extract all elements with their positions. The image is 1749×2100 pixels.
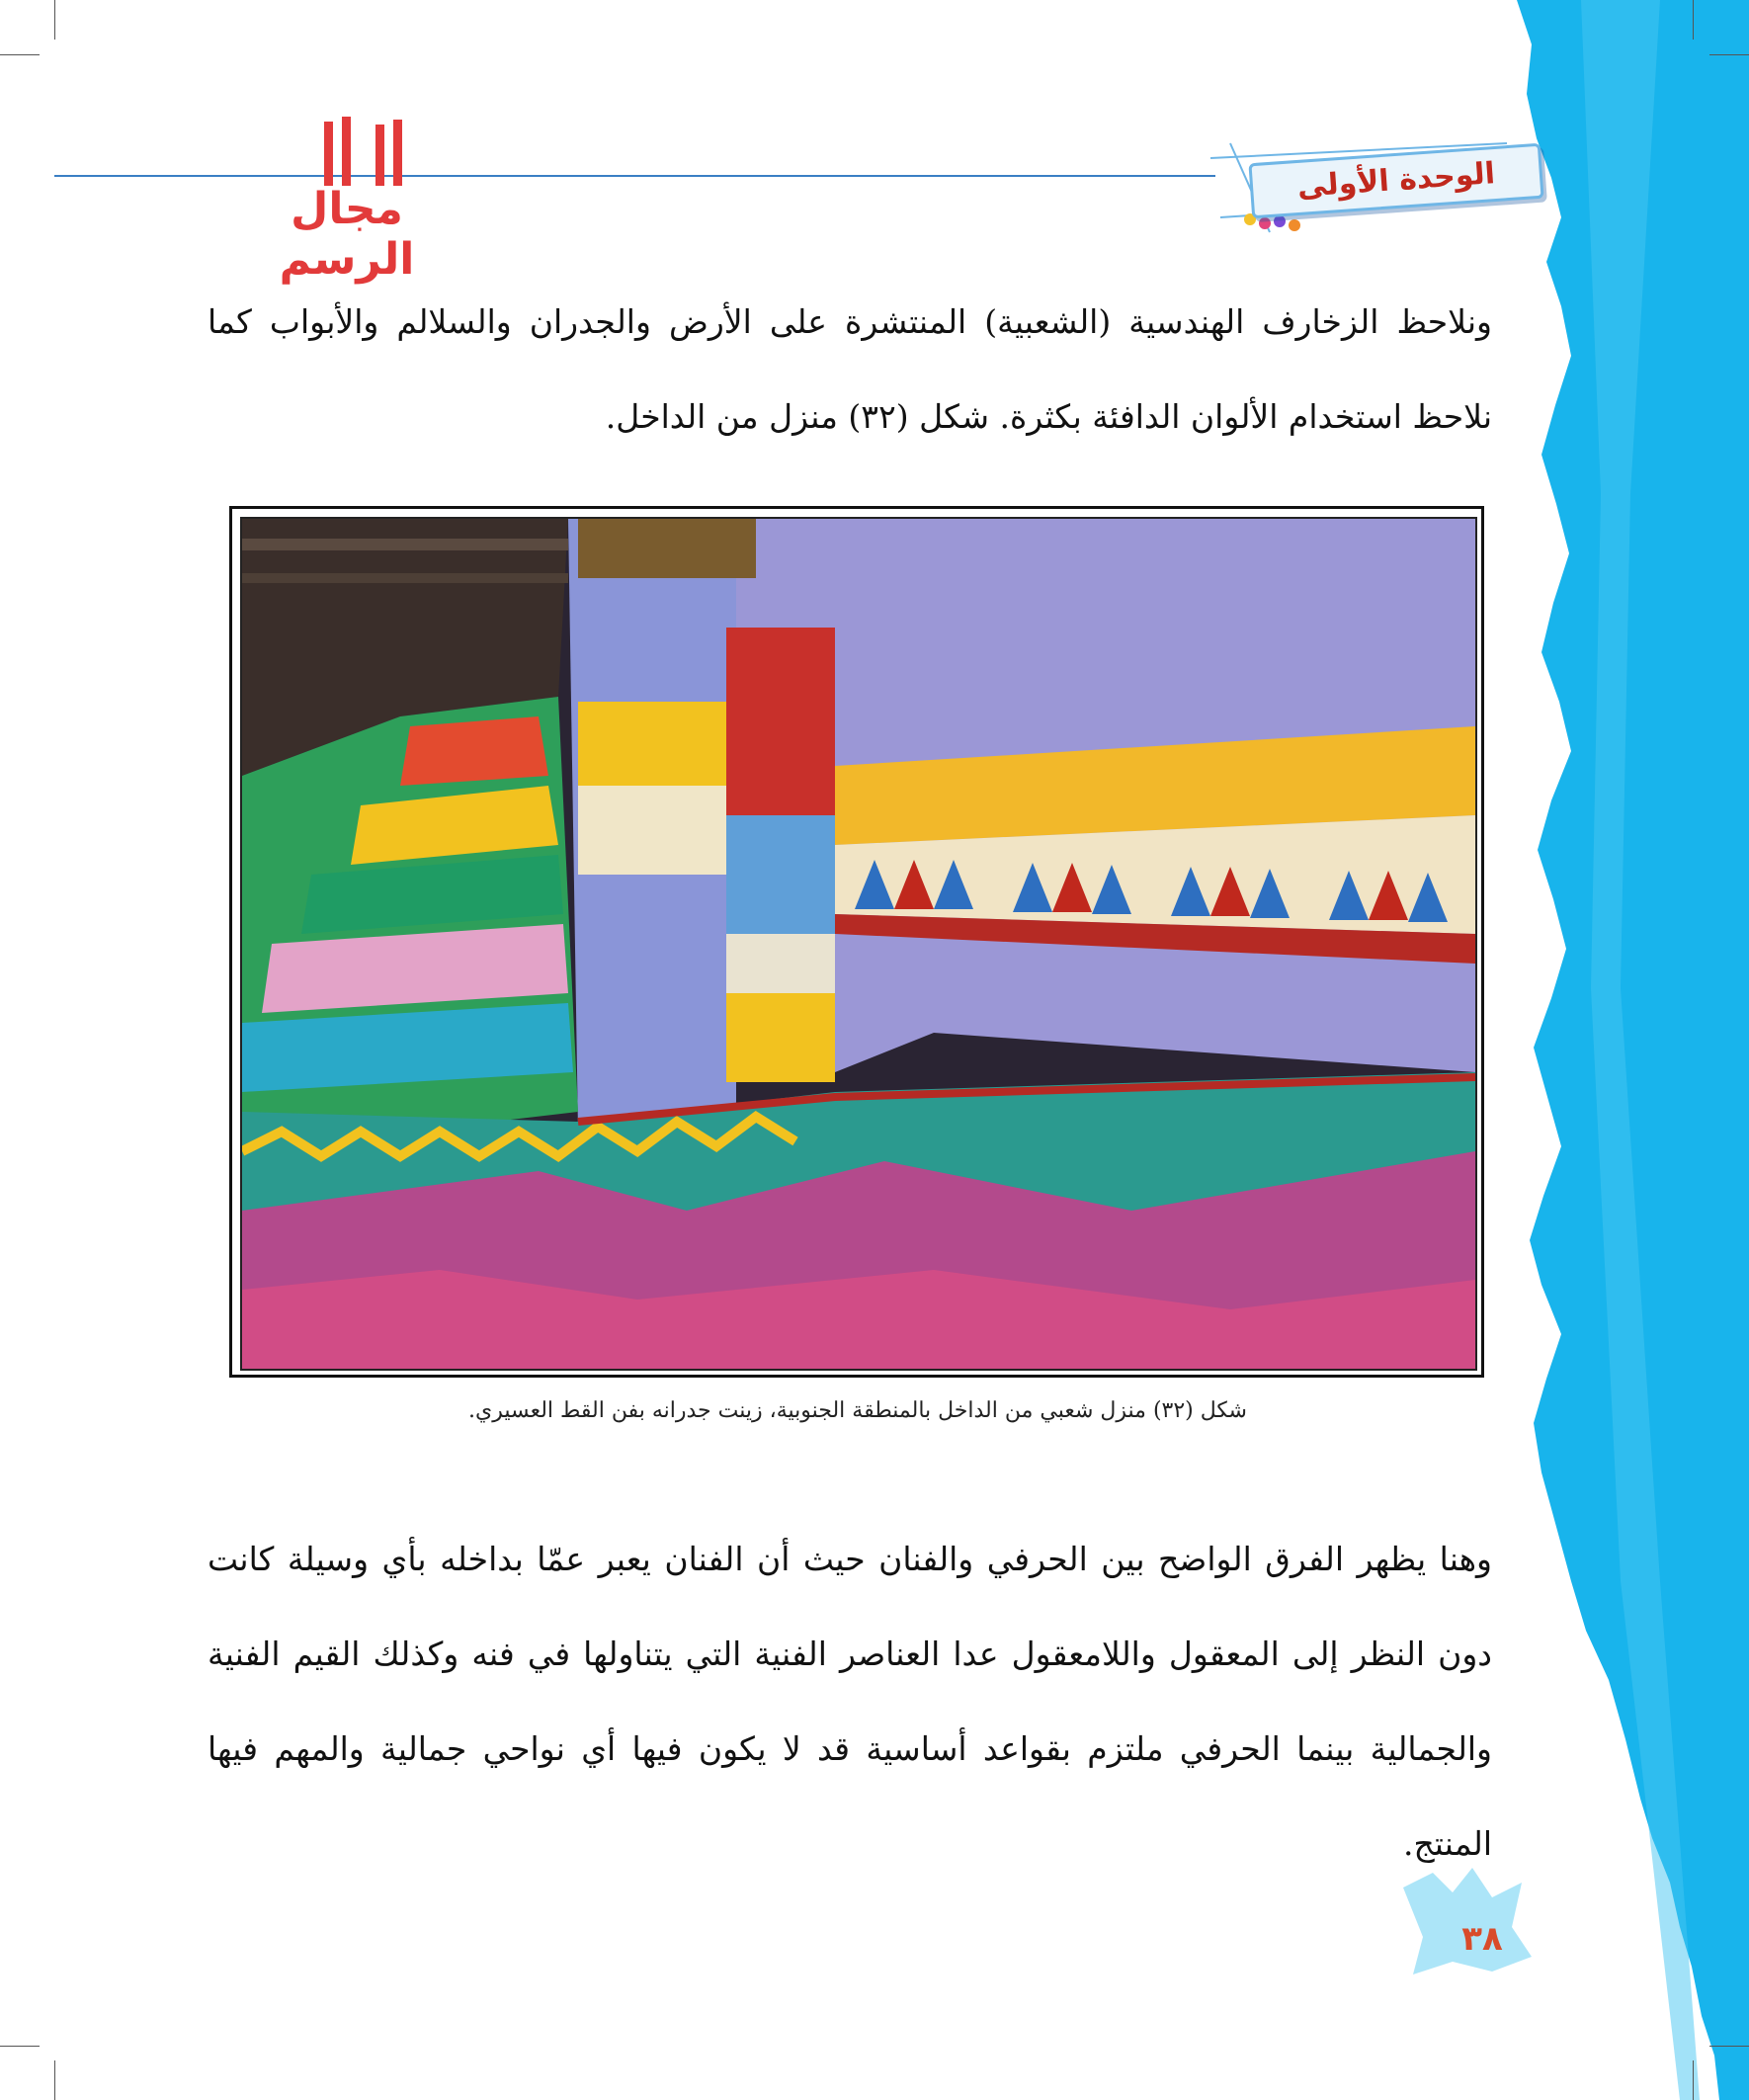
crop-mark [54, 2060, 55, 2100]
crop-mark [1709, 54, 1749, 55]
intro-paragraph: ونلاحظ الزخارف الهندسية (الشعبية) المنتشرة على الأرض والجدران والسلالم والأبواب كما نلاحظ استخدام الألوان الدافئة بكثرة. شكل (٣٢) منزل من الداخل. [208, 302, 1492, 436]
figure-caption: شكل (٣٢) منزل شعبي من الداخل بالمنطقة الجنوبية، زينت جدرانه بفن القط العسيري. [467, 1398, 1247, 1423]
page-number: ٣٨ [1461, 1919, 1503, 1959]
crop-mark [1693, 2060, 1694, 2100]
body-paragraph: وهنا يظهر الفرق الواضح بين الحرفي والفنان حيث أن الفنان يعبر عمّا بداخله بأي وسيلة كانت دون النظر إلى المعقول واللامعقول عدا العناصر الفنية التي يتناولها في فنه وكذلك القيم الفنية والجمالية بينما الحرفي ملتزم بقواعد أساسية قد لا يكون فيها أي نواحي جمالية والمهم فيها المنتج. [208, 1540, 1492, 1863]
crop-mark [1709, 2046, 1749, 2047]
house-interior-illustration [242, 519, 1475, 1369]
figure-32-photo [240, 517, 1477, 1371]
unit-title: الوحدة الأولى [1295, 156, 1497, 205]
field-title: مجال الرسم [279, 184, 415, 285]
figure-32-frame [229, 506, 1484, 1378]
crop-mark [0, 2046, 40, 2047]
header-rule [54, 175, 1215, 177]
crop-mark [54, 0, 55, 40]
crop-mark [0, 54, 40, 55]
crop-mark [1693, 0, 1694, 40]
